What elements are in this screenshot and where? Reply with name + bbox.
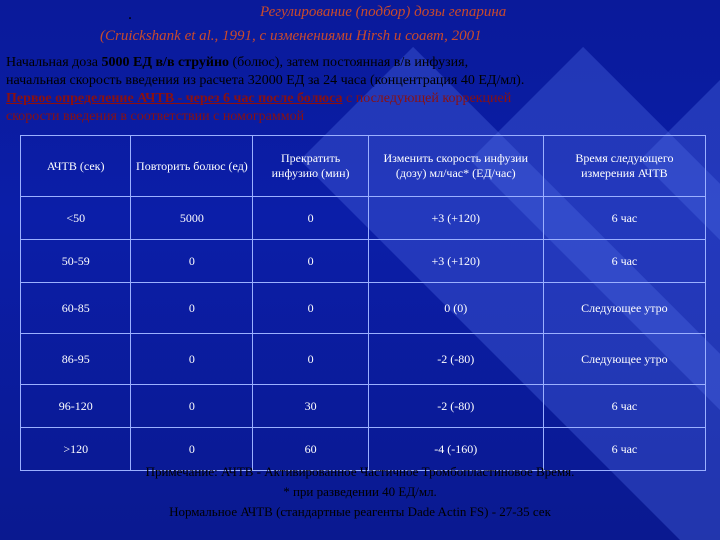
col-header-aptt: АЧТВ (сек) bbox=[21, 136, 131, 197]
cell-aptt: 86-95 bbox=[21, 334, 131, 385]
title-bullet: . bbox=[128, 6, 132, 23]
table-row bbox=[21, 240, 706, 283]
cell-stop: 0 bbox=[253, 240, 368, 283]
intro-line-1-start: Начальная доза bbox=[6, 55, 102, 70]
intro-line-4: скорости введения в соответствии с номограммой bbox=[6, 109, 305, 124]
cell-rate: 0 (0) bbox=[368, 283, 543, 334]
cell-next: 6 час bbox=[543, 240, 705, 283]
cell-next: 6 час bbox=[543, 385, 705, 428]
cell-stop: 30 bbox=[253, 385, 368, 428]
intro-line-2: начальная скорость введения из расчета 32000 ЕД за 24 часа (концентрация 40 ЕД/мл). bbox=[6, 73, 525, 88]
table-row bbox=[21, 197, 706, 240]
cell-bolus: 5000 bbox=[131, 197, 253, 240]
cell-aptt: <50 bbox=[21, 197, 131, 240]
table-header-row bbox=[21, 136, 706, 197]
cell-rate: -4 (-160) bbox=[368, 428, 543, 471]
first-aptt-link[interactable]: Первое определение АЧТВ - через 6 час после болюса bbox=[6, 91, 343, 106]
cell-bolus: 0 bbox=[131, 428, 253, 471]
intro-text bbox=[6, 54, 716, 126]
footnotes bbox=[0, 462, 720, 522]
intro-line-3 bbox=[6, 90, 716, 108]
note-normal-aptt: Нормальное АЧТВ (стандартные реагенты Dade Actin FS) - 27-35 сек bbox=[169, 504, 551, 519]
cell-aptt: 50-59 bbox=[21, 240, 131, 283]
note-aptt-definition: Примечание: АЧТВ - Активированное Частичное Тромбопластиновое Время. bbox=[145, 464, 575, 479]
table-row bbox=[21, 385, 706, 428]
cell-bolus: 0 bbox=[131, 385, 253, 428]
cell-stop: 0 bbox=[253, 197, 368, 240]
cell-bolus: 0 bbox=[131, 283, 253, 334]
intro-line-3-end: с последующей коррекцией bbox=[342, 91, 512, 106]
cell-bolus: 0 bbox=[131, 240, 253, 283]
cell-aptt: >120 bbox=[21, 428, 131, 471]
cell-rate: -2 (-80) bbox=[368, 334, 543, 385]
table-row bbox=[21, 334, 706, 385]
cell-next: Следующее утро bbox=[543, 334, 705, 385]
col-header-bolus: Повторить болюс (ед) bbox=[131, 136, 253, 197]
cell-rate: -2 (-80) bbox=[368, 385, 543, 428]
cell-next: 6 час bbox=[543, 428, 705, 471]
table-row bbox=[21, 283, 706, 334]
cell-next: 6 час bbox=[543, 197, 705, 240]
cell-rate: +3 (+120) bbox=[368, 197, 543, 240]
cell-bolus: 0 bbox=[131, 334, 253, 385]
cell-aptt: 96-120 bbox=[21, 385, 131, 428]
slide-title-line-2: (Cruickshank et al., 1991, с изменениями Hirsh и соавт, 2001 bbox=[100, 28, 482, 44]
col-header-stop-infusion: Прекратить инфузию (мин) bbox=[253, 136, 368, 197]
col-header-next-measure: Время следующего измерения АЧТВ bbox=[543, 136, 705, 197]
cell-next: Следующее утро bbox=[543, 283, 705, 334]
intro-line-1 bbox=[6, 54, 716, 72]
cell-stop: 0 bbox=[253, 283, 368, 334]
cell-aptt: 60-85 bbox=[21, 283, 131, 334]
heparin-nomogram-table bbox=[20, 135, 706, 471]
note-dilution: * при разведении 40 ЕД/мл. bbox=[283, 484, 437, 499]
intro-line-1-end: (болюс), затем постоянная в/в инфузия, bbox=[229, 55, 469, 70]
cell-stop: 60 bbox=[253, 428, 368, 471]
slide-title-line-1: Регулирование (подбор) дозы гепарина bbox=[260, 4, 507, 20]
cell-stop: 0 bbox=[253, 334, 368, 385]
initial-dose-bold: 5000 ЕД в/в струйно bbox=[101, 55, 230, 70]
col-header-change-rate: Изменить скорость инфузии (дозу) мл/час* (ЕД/час) bbox=[368, 136, 543, 197]
cell-rate: +3 (+120) bbox=[368, 240, 543, 283]
